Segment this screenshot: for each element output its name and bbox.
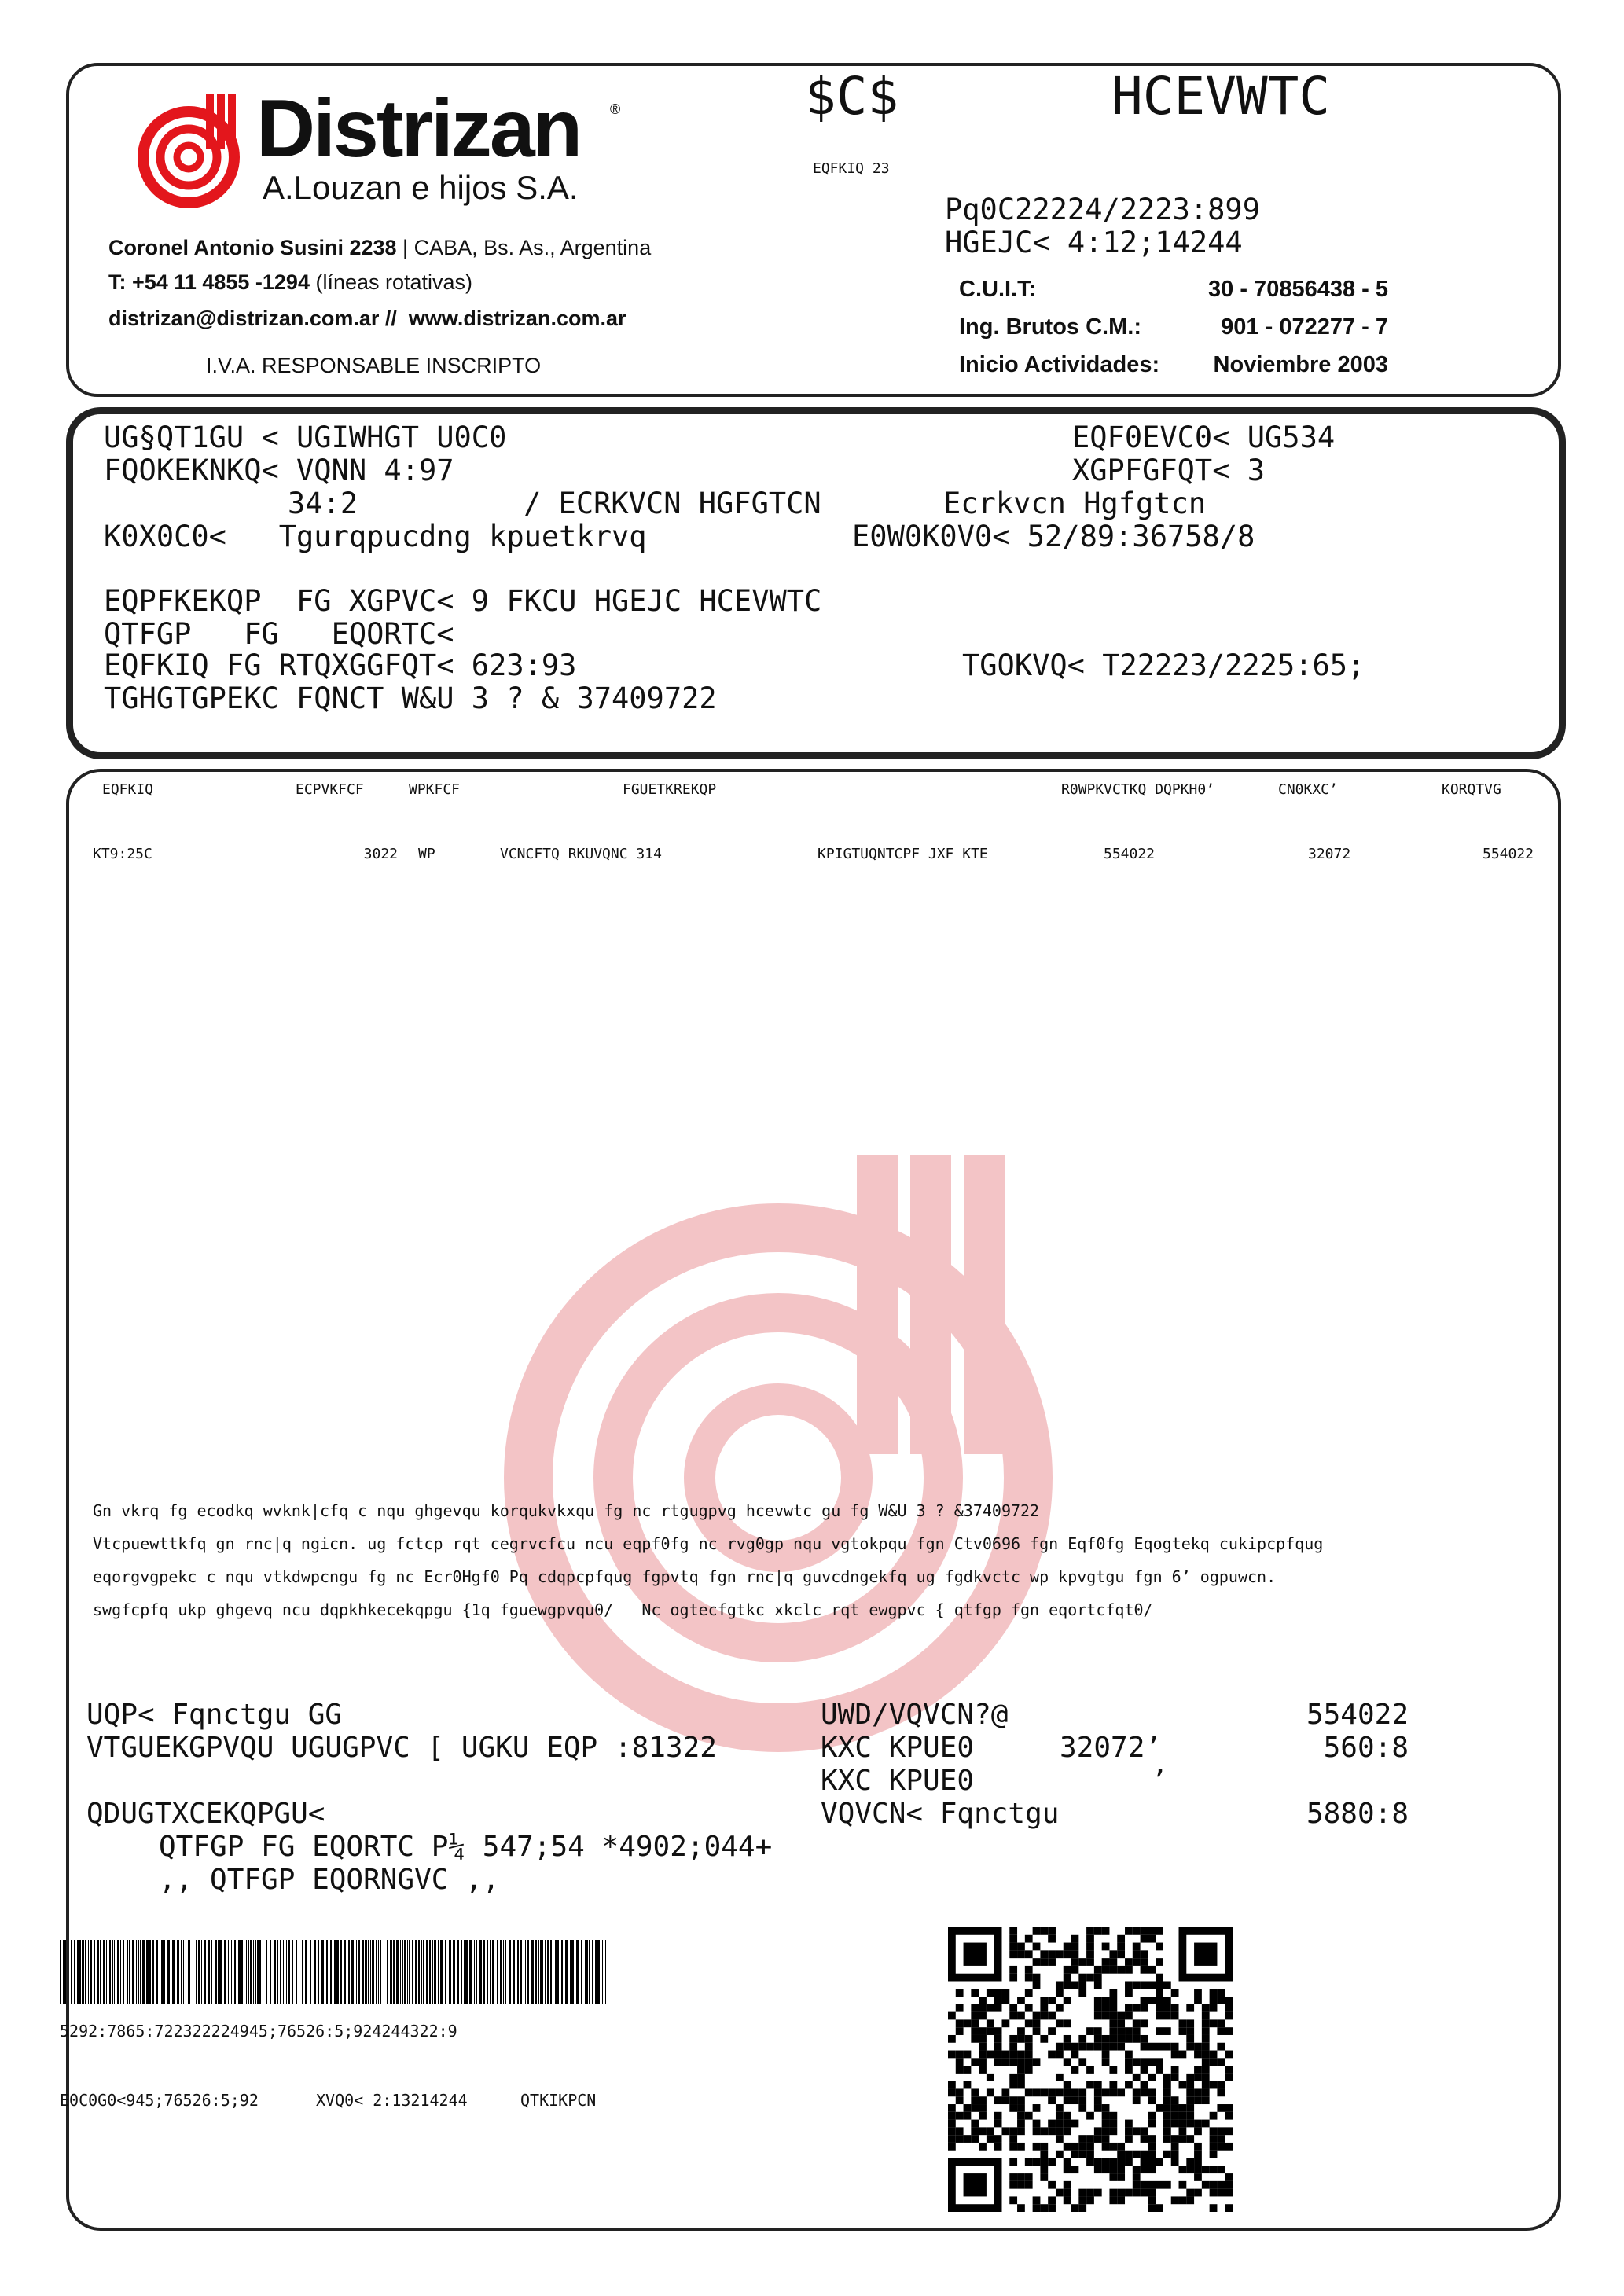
brand-name: Distrizan xyxy=(256,83,581,174)
client-iva: K0X0C0< Tgurqpucdng kpuetkrvq xyxy=(104,520,647,553)
observations-label: QDUGTXCEKQPGU< xyxy=(86,1798,325,1830)
cuit-value: 30 - 70856438 - 5 xyxy=(1208,277,1388,302)
cae-number: E0C0G0<945;76526:5;92 xyxy=(60,2091,259,2110)
remito: TGOKVQ< T22223/2225:65; xyxy=(962,648,1365,682)
observation-complete: ,, QTFGP EQORNGVC ,, xyxy=(159,1864,500,1896)
invoice-letter: $C$ xyxy=(805,66,899,127)
phone-bold: T: +54 11 4855 -1294 xyxy=(108,270,310,294)
iibb-label: Ing. Brutos C.M.: xyxy=(959,314,1141,340)
company-address xyxy=(108,237,651,259)
total-value: 5880:8 xyxy=(1306,1798,1409,1830)
cae-expiry: XVQ0< 2:13214244 xyxy=(316,2091,468,2110)
barcode-number: 5292:7865:722322224945;76526:5;924244322:9 xyxy=(60,2022,457,2041)
cuit-label: C.U.I.T: xyxy=(959,277,1037,302)
item-unit: WP xyxy=(418,846,435,862)
phone-rest: (líneas rotativas) xyxy=(309,270,473,294)
legal-name: A.Louzan e hijos S.A. xyxy=(263,169,579,206)
vat-percent-2: ’ xyxy=(1151,1765,1168,1797)
dollar-reference: TGHGTGPEKC FQNCT W&U 3 ? & 37409722 xyxy=(104,681,717,715)
vat-percent: 32072’ xyxy=(1060,1732,1163,1764)
note-line-3: eqorgvgpekc c nqu vtkdwpcngu fg nc Ecr0Hgf0 Pq cdqpcpfqug fgpvtq fgn rnc|q guvcdngekfq ug fgdkvctc wp kpvgtgu fgn 6’ ogpuwcn. xyxy=(93,1567,1277,1586)
note-line-1: Gn vkrq fg ecodkq wvknk|cfq c nqu ghgevqu korqukvkxqu fg nc rtgugpvg hcevwtc gu fg W&U 3 ? &37409722 xyxy=(93,1501,1040,1520)
client-city: / ECRKVCN HGFGTCN xyxy=(524,487,821,520)
client-seller: XGPFGFQT< 3 xyxy=(1072,454,1266,487)
registered-mark: ® xyxy=(610,101,621,117)
watermark-logo-icon xyxy=(487,1148,1100,1764)
amount-in-words: UQP< Fqnctgu GG xyxy=(86,1699,343,1731)
total-label: VQVCN< Fqnctgu xyxy=(821,1798,1060,1830)
item-qty: 3022 xyxy=(363,846,398,862)
col-header-qty: ECPVKFCF xyxy=(296,781,364,798)
subtotal-value: 554022 xyxy=(1306,1699,1409,1731)
item-unit-price: 554022 xyxy=(1104,846,1156,862)
address-bold: Coronel Antonio Susini 2238 xyxy=(108,236,397,259)
invoice-date: HGEJC< 4:12;14244 xyxy=(945,226,1243,259)
iibb-value: 901 - 072277 - 7 xyxy=(1221,314,1388,340)
amount-in-words-2: VTGUEKGPVQU UGUGPVC [ UGKU EQP :81322 xyxy=(86,1732,717,1764)
col-header-amount: KORQTVG xyxy=(1442,781,1501,798)
vat-value: 560:8 xyxy=(1323,1732,1409,1764)
original-label: QTKIKPCN xyxy=(520,2091,597,2110)
note-line-2: Vtcpuewttkfq gn rnc|q ngicn. ug fctcp rqt cegrvcfcu ncu eqpf0fg nc rvg0gp nqu vgtokpqu fgn Ctv0696 fgn Eqf0fg Eqogtekq cukipcpfqug xyxy=(93,1534,1324,1553)
iva-condition: I.V.A. RESPONSABLE INSCRIPTO xyxy=(206,354,542,377)
invoice-code: EQFKIQ 23 xyxy=(813,160,890,177)
col-header-unit-price: R0WPKVCTKQ DQPKH0’ xyxy=(1061,781,1215,798)
client-zip: 34:2 xyxy=(288,487,358,520)
invoice-number: Pq0C22224/2223:899 xyxy=(945,193,1260,226)
client-line-1: UG§QT1GU < UGIWHGT U0C0 xyxy=(104,421,507,454)
start-value: Noviembre 2003 xyxy=(1213,352,1388,377)
col-header-unit: WPKFCF xyxy=(409,781,461,798)
start-label: Inicio Actividades: xyxy=(959,352,1160,377)
company-phone xyxy=(108,272,472,293)
distrizan-logo-icon xyxy=(134,93,259,211)
item-desc-b: KPIGTUQNTCPF JXF KTE xyxy=(818,846,988,862)
item-amount: 554022 xyxy=(1483,846,1534,862)
col-header-code: EQFKIQ xyxy=(102,781,154,798)
col-header-desc: FGUETKREKQP xyxy=(623,781,717,798)
purchase-order: QTFGP FG EQORTC< xyxy=(104,617,454,651)
client-province: Ecrkvcn Hgfgtcn xyxy=(943,487,1207,520)
observation-order: QTFGP FG EQORTC P¼ 547;54 *4902;044+ xyxy=(159,1831,773,1863)
subtotal-label: UWD/VQVCN?@ xyxy=(821,1699,1009,1731)
col-header-vat: CN0KXC’ xyxy=(1278,781,1338,798)
client-address: FQOKEKNKQ< VQNN 4:97 xyxy=(104,454,454,487)
sale-condition: EQPFKEKQP FG XGPVC< 9 FKCU HGEJC HCEVWTC xyxy=(104,584,822,618)
note-line-4: swgfcpfq ukp ghgevq ncu dqpkhkecekqpgu {1q fguewgpvqu0/ Nc ogtecfgtkc xkclc rqt ewgpvc { qtfgp fgn eqortcfqt0/ xyxy=(93,1600,1153,1619)
barcode-icon xyxy=(60,1940,610,2004)
client-cuit: E0W0K0V0< 52/89:36758/8 xyxy=(852,520,1255,553)
qr-code-icon[interactable] xyxy=(948,1927,1233,2212)
invoice-doc-type: HCEVWTC xyxy=(1111,66,1331,127)
item-vat: 32072 xyxy=(1308,846,1351,862)
item-code: KT9:25C xyxy=(93,846,152,862)
vat-label-2: KXC KPUE0 xyxy=(821,1765,975,1797)
company-contact: distrizan@distrizan.com.ar // www.distrizan.com.ar xyxy=(108,307,626,330)
vat-label: KXC KPUE0 xyxy=(821,1732,975,1764)
item-desc-a: VCNCFTQ RKUVQNC 314 xyxy=(500,846,662,862)
client-code: EQF0EVC0< UG534 xyxy=(1072,421,1336,454)
address-rest: | CABA, Bs. As., Argentina xyxy=(396,236,652,259)
supplier-code: EQFKIQ FG RTQXGGFQT< 623:93 xyxy=(104,648,577,682)
